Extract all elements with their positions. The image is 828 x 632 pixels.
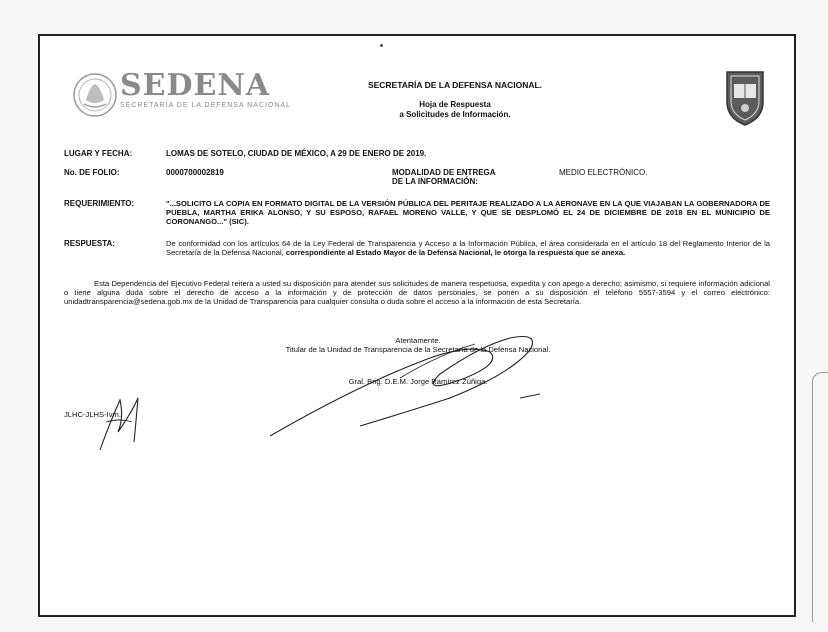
lugar-label: LUGAR Y FECHA: [64, 149, 133, 158]
scan-speck [380, 44, 383, 47]
folio-label: No. DE FOLIO: [64, 168, 120, 177]
initials-scribble [80, 392, 160, 452]
document-subtitle-1: Hoja de Respuesta [419, 100, 491, 109]
signature-scribble [240, 314, 600, 444]
folio-value: 0000700002819 [166, 168, 224, 177]
respuesta-normal: De conformidad con los artículos 64 de la Ley Federal de Transparencia y Acceso a la Información Pública, el área considerada en el artículo 18 del Reglamento Interior de la Secretaría de la Defensa Nacional, [166, 239, 770, 257]
signatory-title: Titular de la Unidad de Transparencia de la Secretaría de la Defensa Nacional. [285, 345, 551, 354]
device-frame-edge [812, 372, 828, 622]
initials: JLHC-JLHS-Ivm. [64, 410, 121, 419]
requerimiento-label: REQUERIMIENTO: [64, 199, 135, 208]
atentamente: Atentamente. [395, 336, 441, 345]
brand-name: SEDENA [120, 68, 271, 103]
respuesta-label: RESPUESTA: [64, 239, 115, 248]
eagle-seal-icon [72, 72, 118, 118]
lugar-value: LOMAS DE SOTELO, CIUDAD DE MÉXICO, A 29 DE ENERO DE 2019. [166, 149, 427, 158]
modalidad-value: MEDIO ELECTRÓNICO. [559, 168, 648, 177]
document-subtitle-2: a Solicitudes de Información. [399, 110, 511, 119]
contact-paragraph: Esta Dependencia del Ejecutivo Federal reitera a usted su disposición para atender sus solicitudes de manera respetuosa, expedita y con apego a derecho; asimismo, si requiere información adicional o tiene alguna duda sobre el derecho de acceso a la información y de protección de datos personales, se ponen a su disposición el teléfono 5557-3594 y el correo electrónico: unidadtransparencia@sedena.gob.mx de la Unidad de Transparencia para cualquier consulta o duda sobre el acceso a la información de esta Secretaría. [64, 279, 770, 306]
brand-subtitle: SECRETARÍA DE LA DEFENSA NACIONAL [120, 102, 291, 109]
shield-icon [723, 68, 767, 128]
modalidad-label-1: MODALIDAD DE ENTREGA [392, 168, 496, 177]
document-title: SECRETARÍA DE LA DEFENSA NACIONAL. [367, 80, 543, 90]
document-page [38, 34, 796, 617]
modalidad-label-2: DE LA INFORMACIÓN: [392, 177, 478, 186]
respuesta-bold: correspondiente al Estado Mayor de la Defensa Nacional, le otorga la respuesta que se anexa. [285, 248, 626, 257]
respuesta-text [166, 239, 770, 257]
requerimiento-value: "...SOLICITO LA COPIA EN FORMATO DIGITAL DE LA VERSIÓN PÚBLICA DEL PERITAJE REALIZADO A LA AERONAVE EN LA QUE VIAJABAN LA GOBERNADORA DE PUEBLA, MARTHA ERIKA ALONSO, Y SU ESPOSO, RAFAEL MORENO VALLE, Y QUE SE DESPLOMÓ EL 24 DE DICIEMBRE DE 2018 EN EL MUNICIPIO DE CORONANGO..." (SIC). [166, 199, 770, 226]
signatory-name: Gral. Brig. D.E.M. Jorge Ramírez Zúñiga. [348, 377, 488, 386]
